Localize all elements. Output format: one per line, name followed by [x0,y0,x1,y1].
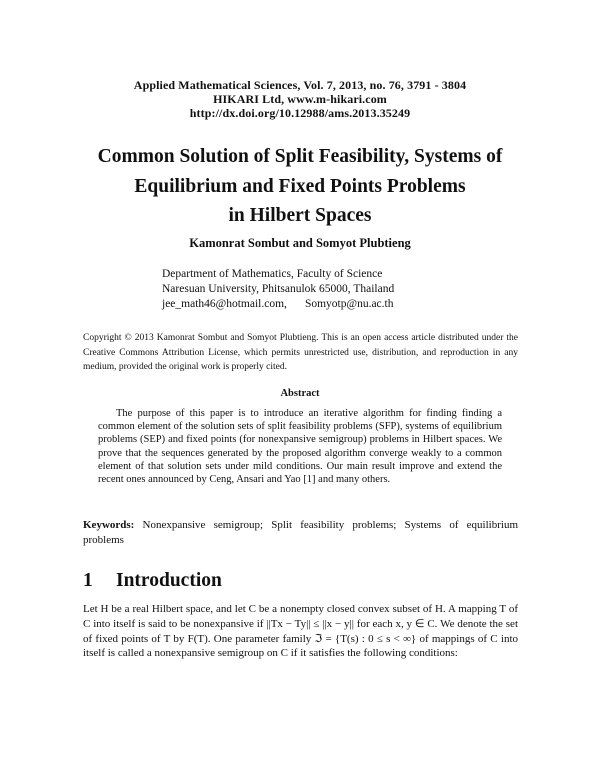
affiliation-university: Naresuan University, Phitsanulok 65000, Thailand [162,283,395,295]
abstract-body: The purpose of this paper is to introduce an iterative algorithm for finding finding a common element of the solution sets of split feasibility problems (SFP), systems of equilibrium problems (SEP) and fixed points (for nonexpansive semigroup) problems in Hilbert spaces. We prove that the sequences generated by the proposed algorithm converge weakly to a common element of that solution sets under mild conditions. Our main result improve and extend the recent ones announced by Ceng, Ansari and Yao [1] and many others. [98,408,502,486]
affiliation-emails [162,297,452,312]
paper-title-line-2: Equilibrium and Fixed Points Problems [134,176,466,197]
email-link-2[interactable]: Somyotp@nu.ac.th [304,298,394,310]
keywords-label: Keywords: [83,519,135,531]
author-names: Kamonrat Sombut and Somyot Plubtieng [189,236,411,250]
section-heading [83,570,222,592]
keywords [83,518,518,547]
email-link-1[interactable]: jee_math46@hotmail.com, [162,298,287,310]
affiliation-department: Department of Mathematics, Faculty of Science [162,268,383,280]
paper-title-line-1: Common Solution of Split Feasibility, Systems of [97,146,503,167]
publisher-line: HIKARI Ltd, www.m-hikari.com [213,92,387,106]
doi-link[interactable]: http://dx.doi.org/10.12988/ams.2013.35249 [189,106,411,120]
introduction-paragraph: Let H be a real Hilbert space, and let C be a nonempty closed convex subset of H. A mapping T of C into itself is said to be nonexpansive if ||Tx − Ty|| ≤ ||x − y|| for each x, y ∈ C. We denote the set of fixed points of T by F(T). One parameter family ℑ = {T(s) : 0 ≤ s < ∞} of mappings of C into itself is called a nonexpansive semigroup on C if it satisfies the following conditions: [83,603,518,660]
journal-citation: Applied Mathematical Sciences, Vol. 7, 2013, no. 76, 3791 - 3804 [133,78,467,92]
section-title: Introduction [116,570,222,591]
section-number: 1 [83,570,93,591]
copyright-notice: Copyright © 2013 Kamonrat Sombut and Somyot Plubtieng. This is an open access article distributed under the Creative Commons Attribution License, which permits unrestricted use, distribution, and reproduction in any medium, provided the original work is properly cited. [83,333,518,372]
abstract-heading: Abstract [280,388,320,399]
keywords-text: Nonexpansive semigroup; Split feasibility problems; Systems of equilibrium problems [83,519,519,546]
paper-title-line-3: in Hilbert Spaces [228,205,372,226]
